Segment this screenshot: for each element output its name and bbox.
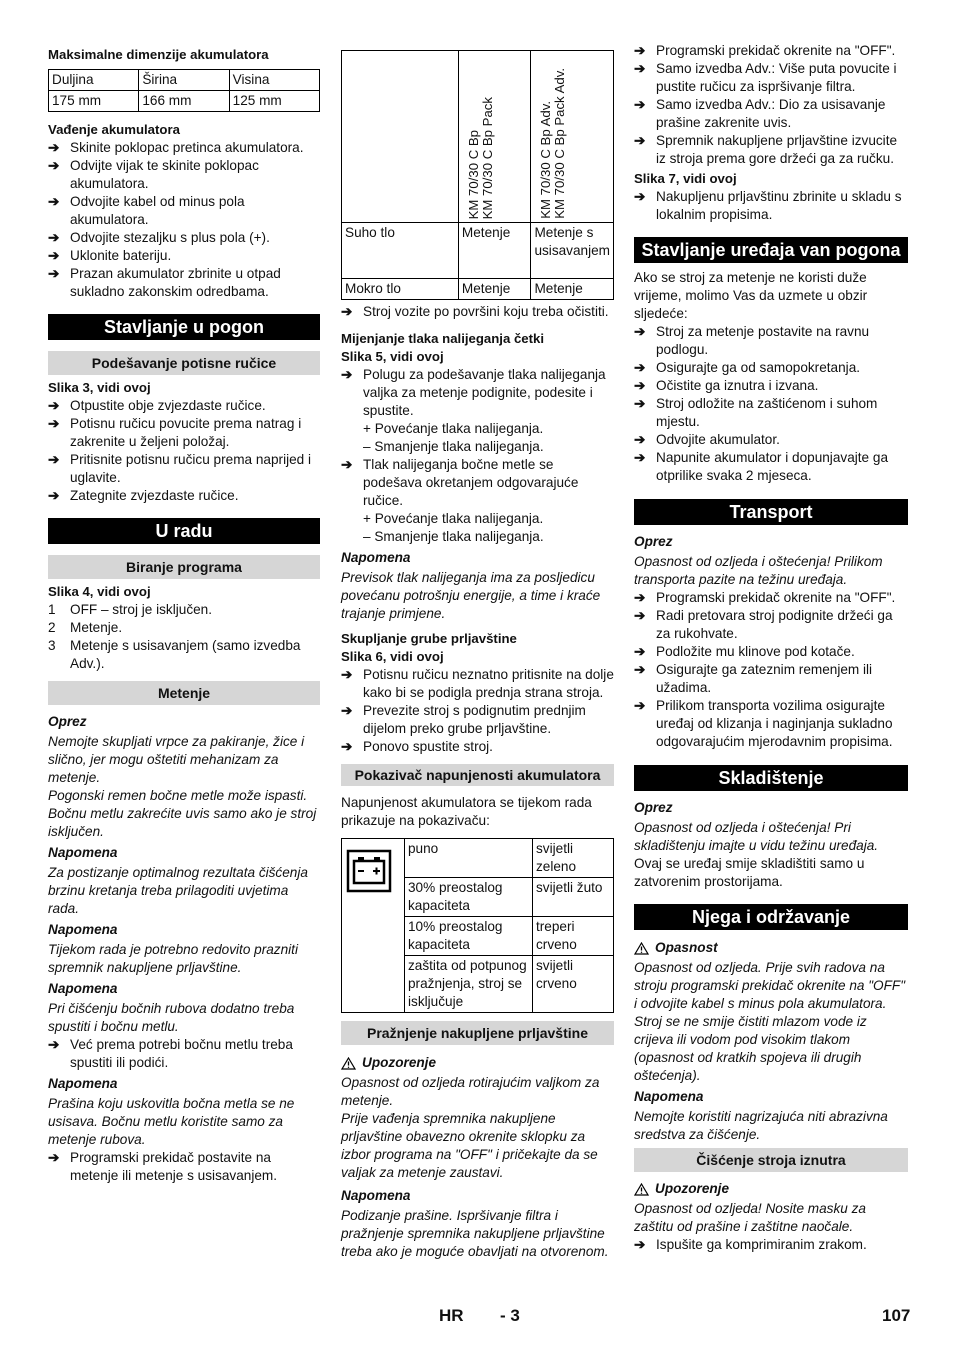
arrow-icon: ➔ — [634, 662, 646, 677]
subsection-heading-charge: Pokazivač napunjenosti akumulatora — [341, 764, 614, 786]
list-item: ➔ Prazan akumulator zbrinite u otpad sukladno zakonskim odredbama. — [48, 266, 281, 299]
arrow-icon: ➔ — [48, 158, 60, 173]
column-left — [48, 42, 320, 1185]
footer-language: HR — [439, 1306, 464, 1325]
list-item: ➔ Napunite akumulator i dopunjavajte ga otprilike svaka 2 mjeseca. — [634, 450, 889, 483]
list-item: ➔ Samo izvedba Adv.: Više puta povucite i pustite ručicu za ispršivanje filtra. — [634, 61, 897, 94]
list-item: ➔ Ispušite ga komprimiranim zrakom. — [634, 1237, 867, 1252]
list-item: ➔ Stroj za metenje postavite na ravnu podlogu. — [634, 324, 870, 357]
warning-triangle-icon — [341, 1057, 356, 1070]
warning-header — [341, 1054, 614, 1072]
arrow-icon: ➔ — [48, 194, 60, 209]
column-middle — [341, 50, 614, 1261]
list-item: ➔ Samo izvedba Adv.: Dio za usisavanje prašine zakrenite uvis. — [634, 97, 886, 130]
dim-value-width: 166 mm — [139, 91, 229, 112]
list-item: ➔ Podložite mu klinove pod kotače. — [634, 644, 855, 659]
arrow-icon: ➔ — [48, 488, 60, 503]
list-item: ➔ Skinite poklopac pretinca akumulatora. — [48, 140, 304, 155]
note-text: Tijekom rada je potrebno redovito prazniti spremnik nakupljene prljavštine. — [48, 942, 298, 975]
list-item: ➔ Osigurajte ga od samopokretanja. — [634, 360, 861, 375]
arrow-icon: ➔ — [634, 43, 646, 58]
list-item: ➔ Programski prekidač okrenite na "OFF". — [634, 43, 896, 58]
table-cell: treperi crveno — [533, 917, 614, 956]
program-floor-table — [341, 50, 614, 300]
subsection-heading-sweeping: Metenje — [48, 681, 320, 705]
arrow-icon: ➔ — [48, 1037, 60, 1052]
table-corner-cell — [342, 51, 459, 223]
list-item: ➔ Otpustite obje zvjezdaste ručice. — [48, 398, 266, 413]
warning-label: Upozorenje — [655, 1181, 730, 1196]
subsection-heading-handle: Podešavanje potisne ručice — [48, 351, 320, 375]
subsection-heading-inside: Čišćenje stroja iznutra — [634, 1148, 908, 1172]
arrow-icon: ➔ — [48, 140, 60, 155]
footer-page-local: - 3 — [500, 1306, 520, 1325]
list-item: ➔ Stroj vozite po površini koju treba očistiti. — [341, 304, 609, 319]
list-item: ➔ Polugu za podešavanje tlaka nalijeganja valjka za metenje podignite, podesite i spustite. — [341, 367, 606, 418]
warning-triangle-icon — [634, 1183, 649, 1196]
note-label: Napomena — [48, 1076, 118, 1091]
table-cell: puno — [405, 839, 533, 878]
figure-reference: Slika 6, vidi ovoj — [341, 649, 444, 664]
section-heading-decommissioning: Stavljanje uređaja van pogona — [634, 237, 908, 263]
list-item: ➔ Spremnik nakupljene prljavštine izvucite iz stroja prema gore držeći ga za ručku. — [634, 133, 898, 166]
decommission-intro: Ako se stroj za metenje ne koristi duže vrijeme, molimo Vas da uzmete u obzir sljedeće: — [634, 270, 868, 321]
model-header-b: KM 70/30 C Bp Adv. KM 70/30 C Bp Pack Adv. — [538, 68, 568, 219]
note-label: Napomena — [341, 1188, 411, 1203]
arrow-icon: ➔ — [634, 1237, 646, 1252]
list-item: ➔ Odvijte vijak te skinite poklopac akumulatora. — [48, 158, 259, 191]
note-label: Napomena — [48, 845, 118, 860]
table-cell: svijetli zeleno — [533, 839, 614, 878]
list-item: 3 Metenje s usisavanjem (samo izvedba Adv.). — [48, 638, 301, 671]
minus-text: – Smanjenje tlaka nalijeganja. — [363, 529, 544, 544]
section-heading-storage: Skladištenje — [634, 765, 908, 791]
figure-reference: Slika 7, vidi ovoj — [634, 171, 737, 186]
caution-label: Oprez — [48, 714, 87, 729]
dim-value-length: 175 mm — [49, 91, 139, 112]
table-cell: 30% preostalog kapaciteta — [405, 878, 533, 917]
section-heading-commissioning: Stavljanje u pogon — [48, 314, 320, 340]
arrow-icon: ➔ — [341, 667, 353, 682]
caution-text: Opasnost od ozljeda i oštećenja! Pri skladištenju imajte u vidu težinu uređaja. — [634, 820, 879, 853]
max-dimensions-title: Maksimalne dimenzije akumulatora — [48, 47, 269, 62]
battery-icon-cell — [342, 839, 405, 1013]
warning-triangle-icon — [634, 942, 649, 955]
section-heading-care: Njega i održavanje — [634, 904, 908, 930]
dim-value-height: 125 mm — [229, 91, 319, 112]
model-header-cell — [458, 51, 531, 223]
list-item: ➔ Uklonite bateriju. — [48, 248, 172, 263]
arrow-icon: ➔ — [48, 416, 60, 431]
caution-label: Oprez — [634, 534, 673, 549]
arrow-icon: ➔ — [48, 398, 60, 413]
list-item: ➔ Zategnite zvjezdaste ručice. — [48, 488, 239, 503]
column-right — [634, 42, 908, 1254]
note-label: Napomena — [48, 981, 118, 996]
section-heading-operation: U radu — [48, 518, 320, 544]
arrow-icon: ➔ — [634, 450, 646, 465]
note-text: Previsok tlak nalijeganja ima za posljedicu povećanu potrošnju energije, a time i kraće trajanje primjene. — [341, 570, 601, 621]
arrow-icon: ➔ — [634, 378, 646, 393]
warning-label: Upozorenje — [362, 1055, 437, 1070]
list-item: ➔ Programski prekidač postavite na metenje ili metenje s usisavanjem. — [48, 1150, 278, 1183]
subsection-heading-program: Biranje programa — [48, 555, 320, 579]
subsection-heading-emptying: Pražnjenje nakupljene prljavštine — [341, 1021, 614, 1045]
dimensions-table — [48, 69, 320, 112]
pressure-title: Mijenjanje tlaka nalijeganja četki — [341, 331, 545, 346]
arrow-icon: ➔ — [634, 698, 646, 713]
arrow-icon: ➔ — [48, 248, 60, 263]
figure-reference: Slika 3, vidi ovoj — [48, 380, 151, 395]
arrow-icon: ➔ — [634, 432, 646, 447]
plus-text: + Povećanje tlaka nalijeganja. — [363, 511, 544, 526]
table-cell: svijetli žuto — [533, 878, 614, 917]
warning-header — [634, 1180, 908, 1198]
list-item: ➔ Stroj odložite na zaštićenom i suhom mjestu. — [634, 396, 878, 429]
arrow-icon: ➔ — [634, 644, 646, 659]
dim-header-length: Duljina — [49, 70, 139, 91]
note-text: Prašina koju uskovitla bočna metla se ne usisava. Bočnu metlu koristite samo za metenje rubova. — [48, 1096, 295, 1147]
arrow-icon: ➔ — [634, 324, 646, 339]
table-cell: Mokro tlo — [342, 279, 459, 300]
warning-text: Opasnost od ozljeda rotirajućim valjkom za metenje. — [341, 1075, 600, 1108]
note-label: Napomena — [48, 922, 118, 937]
arrow-icon: ➔ — [634, 590, 646, 605]
arrow-icon: ➔ — [634, 189, 646, 204]
arrow-icon: ➔ — [48, 266, 60, 281]
caution-label: Oprez — [634, 800, 673, 815]
arrow-icon: ➔ — [48, 230, 60, 245]
arrow-icon: ➔ — [634, 61, 646, 76]
arrow-icon: ➔ — [341, 367, 353, 382]
storage-text: Ovaj se uređaj smije skladištiti samo u zatvorenim prostorijama. — [634, 856, 865, 889]
list-item: ➔ Programski prekidač okrenite na "OFF". — [634, 590, 896, 605]
list-item: ➔ Potisnu ručicu neznatno pritisnite na dolje kako bi se podigla prednja strana stroja. — [341, 667, 614, 700]
plus-text: + Povećanje tlaka nalijeganja. — [363, 421, 544, 436]
list-item: ➔ Radi pretovara stroj podignite držeći ga za rukohvate. — [634, 608, 893, 641]
table-cell: Metenje — [531, 279, 614, 300]
list-item: ➔ Osigurajte ga zateznim remenjem ili užadima. — [634, 662, 873, 695]
list-item: ➔ Prilikom transporta vozilima osigurajte uređaj od klizanja i naginjanja sukladno odgovarajućim mjerodavnim propisima. — [634, 698, 893, 749]
danger-label: Opasnost — [655, 940, 718, 955]
arrow-icon: ➔ — [341, 457, 353, 472]
note-text: Za postizanje optimalnog rezultata čišćenja brzinu kretanja treba prilagoditi uvjetima rada. — [48, 865, 308, 916]
note-label: Napomena — [634, 1089, 704, 1104]
list-item: 1 OFF – stroj je isključen. — [48, 602, 213, 617]
table-cell: Metenje — [458, 279, 531, 300]
battery-indicator-icon — [346, 849, 392, 893]
list-item: ➔ Nakupljenu prljavštinu zbrinite u skladu s lokalnim propisima. — [634, 189, 902, 222]
battery-removal-title: Vađenje akumulatora — [48, 122, 180, 137]
figure-reference: Slika 4, vidi ovoj — [48, 584, 151, 599]
arrow-icon: ➔ — [48, 452, 60, 467]
table-cell: Metenje — [458, 223, 531, 279]
list-item: ➔ Već prema potrebi bočnu metlu treba spustiti ili podići. — [48, 1037, 293, 1070]
arrow-icon: ➔ — [634, 97, 646, 112]
model-header-cell — [531, 51, 614, 223]
arrow-icon: ➔ — [634, 360, 646, 375]
warning-text: Prije vađenja spremnika nakupljene prljavštine obavezno okrenite sklopku za izbor programa na "OFF" i pričekajte da se valjak za metenje zaustavi. — [341, 1111, 598, 1180]
figure-reference: Slika 5, vidi ovoj — [341, 349, 444, 364]
arrow-icon: ➔ — [48, 1150, 60, 1165]
list-item: ➔ Ponovo spustite stroj. — [341, 739, 493, 754]
footer-page-number: 107 — [882, 1306, 911, 1325]
dim-header-height: Visina — [229, 70, 319, 91]
danger-header — [634, 939, 908, 957]
table-cell: 10% preostalog kapaciteta — [405, 917, 533, 956]
list-item: ➔ Tlak nalijeganja bočne metle se podešava okretanjem odgovarajuće ručice. — [341, 457, 579, 508]
coarse-dirt-title: Skupljanje grube prljavštine — [341, 631, 517, 646]
list-item: ➔ Odvojite akumulator. — [634, 432, 780, 447]
list-item: ➔ Odvojite kabel od minus pola akumulatora. — [48, 194, 245, 227]
arrow-icon: ➔ — [341, 703, 353, 718]
caution-text: Nemojte skupljati vrpce za pakiranje, žice i slično, jer mogu oštetiti mehanizam za metenje. — [48, 734, 305, 785]
charge-indicator-table — [341, 838, 614, 1013]
dim-header-width: Širina — [139, 70, 229, 91]
arrow-icon: ➔ — [634, 396, 646, 411]
table-cell: zaštita od potpunog pražnjenja, stroj se isključuje — [405, 956, 533, 1013]
arrow-icon: ➔ — [634, 133, 646, 148]
list-item: ➔ Odvojite stezaljku s plus pola (+). — [48, 230, 270, 245]
note-text: Pri čišćenju bočnih rubova dodatno treba spustiti i bočnu metlu. — [48, 1001, 295, 1034]
section-heading-transport: Transport — [634, 499, 908, 525]
list-item: ➔ Prevezite stroj s podignutim prednjim dijelom preko grube prljavštine. — [341, 703, 586, 736]
list-item: ➔ Očistite ga iznutra i izvana. — [634, 378, 819, 393]
caution-text: Pogonski remen bočne metle može ispasti. Bočnu metlu zakrećite uvis samo ako je stroj isključen. — [48, 788, 317, 839]
list-item: ➔ Potisnu ručicu povucite prema natrag i zakrenite u željeni položaj. — [48, 416, 302, 449]
table-cell: Metenje s usisavanjem — [531, 223, 614, 279]
model-header-a: KM 70/30 C Bp KM 70/30 C Bp Pack — [465, 96, 495, 219]
arrow-icon: ➔ — [341, 739, 353, 754]
danger-text: Opasnost od ozljeda. Prije svih radova na stroju programski prekidač okrenite na "OFF" i odvojite kabel s minus pola akumulatora. — [634, 960, 906, 1011]
arrow-icon: ➔ — [341, 304, 353, 319]
note-text: Nemojte koristiti nagrizajuća niti abrazivna sredstva za čišćenje. — [634, 1109, 888, 1142]
note-text: Podizanje prašine. Ispršivanje filtra i pražnjenje spremnika nakupljene prljavštine treba ako je moguće obavljati na otvorenom. — [341, 1208, 609, 1259]
warning-text: Opasnost od ozljeda! Nosite masku za zaštitu od prašine i zaštitne naočale. — [634, 1201, 866, 1234]
note-label: Napomena — [341, 550, 411, 565]
caution-text: Opasnost od ozljeda i oštećenja! Prilikom transporta pazite na težinu uređaja. — [634, 554, 883, 587]
arrow-icon: ➔ — [634, 608, 646, 623]
table-cell: svijetli crveno — [533, 956, 614, 1013]
charge-intro: Napunjenost akumulatora se tijekom rada prikazuje na pokazivaču: — [341, 795, 592, 828]
list-item: ➔ Pritisnite potisnu ručicu prema naprijed i uglavite. — [48, 452, 312, 485]
minus-text: – Smanjenje tlaka nalijeganja. — [363, 439, 544, 454]
table-cell: Suho tlo — [342, 223, 459, 279]
danger-text: Stroj se ne smije čistiti mlazom vode iz crijeva ili vodom pod visokim tlakom (opasnost od kratkih spojeva ili drugih oštećenja). — [634, 1014, 867, 1083]
list-item: 2 Metenje. — [48, 620, 123, 635]
